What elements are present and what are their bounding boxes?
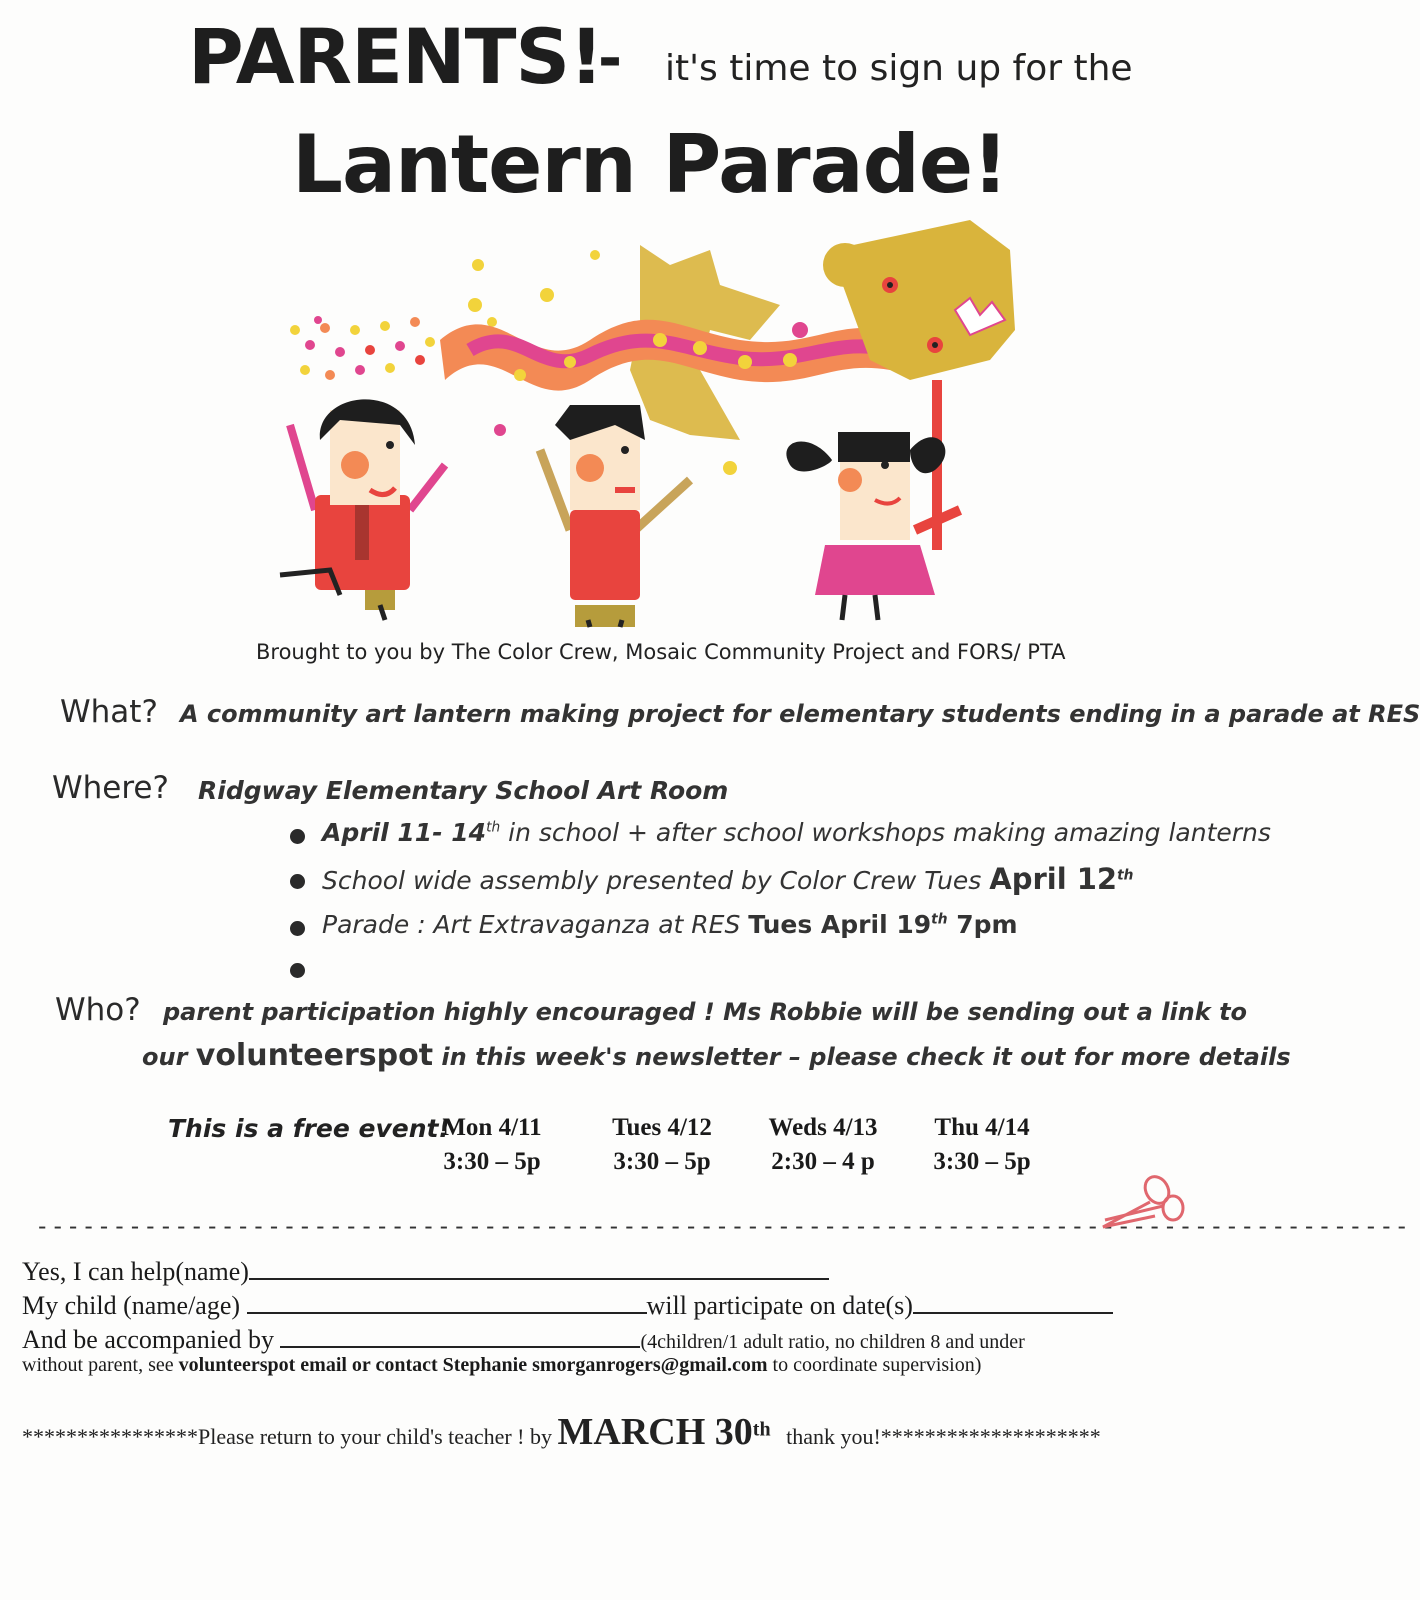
schedule-day-3-time: 2:30 – 4 p bbox=[771, 1148, 875, 1175]
participate-label: will participate on date(s) bbox=[646, 1291, 913, 1320]
title-event: Lantern Parade! bbox=[292, 118, 1008, 211]
note-post: to coordinate supervision) bbox=[767, 1354, 982, 1376]
what-text: A community art lantern making project for elementary students ending in a parade at RES bbox=[180, 700, 1420, 728]
where-label: Where? bbox=[52, 770, 169, 806]
where-text: Ridgway Elementary School Art Room bbox=[198, 776, 729, 805]
participate-dates-field[interactable] bbox=[913, 1288, 1113, 1314]
child-label: My child (name/age) bbox=[22, 1291, 241, 1320]
where-bullet-3 bbox=[322, 910, 1018, 939]
title-tagline: it's time to sign up for the bbox=[665, 48, 1133, 89]
lantern-parade-illustration bbox=[270, 210, 1030, 630]
volunteerspot-word: volunteerspot bbox=[195, 1038, 434, 1073]
deadline-date: MARCH 30 bbox=[557, 1411, 753, 1453]
help-name-field[interactable] bbox=[249, 1254, 829, 1280]
ratio-note: (4children/1 adult ratio, no children 8 and under bbox=[640, 1331, 1025, 1353]
who-line-1: parent participation highly encouraged ! Ms Robbie will be sending out a link to bbox=[163, 998, 1248, 1026]
supervision-note bbox=[22, 1354, 981, 1377]
stars-right: ******************** bbox=[880, 1424, 1101, 1449]
schedule-day-3 bbox=[758, 1114, 888, 1176]
child-line bbox=[22, 1288, 1113, 1321]
return-line bbox=[22, 1410, 1101, 1454]
schedule-day-4-date: Thu 4/14 bbox=[934, 1114, 1030, 1141]
title-dash: - bbox=[598, 24, 623, 92]
what-label: What? bbox=[60, 694, 158, 730]
bullet-2-date: April 12 bbox=[989, 862, 1118, 896]
accompanied-label: And be accompanied by bbox=[22, 1325, 274, 1354]
stars-left: **************** bbox=[22, 1424, 198, 1449]
bullet-dot-empty bbox=[290, 963, 305, 978]
who-label: Who? bbox=[55, 992, 141, 1028]
where-bullet-2 bbox=[322, 862, 1133, 896]
help-line bbox=[22, 1254, 829, 1287]
bullet-1-dates: April 11- 14 bbox=[322, 818, 487, 847]
child-icon bbox=[786, 432, 960, 620]
bullet-1-text: in school + after school workshops making amazing lanterns bbox=[500, 818, 1271, 847]
who-line-2-post: in this week's newsletter – please check it out for more details bbox=[433, 1043, 1291, 1071]
bullet-3-sup: th bbox=[931, 911, 948, 928]
child-icon bbox=[540, 405, 690, 627]
help-label: Yes, I can help(name) bbox=[22, 1257, 249, 1286]
bullet-2-text: School wide assembly presented by Color Crew Tues bbox=[322, 866, 990, 895]
cut-line: ----------------------------------------------------------------------------------------- bbox=[35, 1212, 1410, 1240]
scissors-icon bbox=[1095, 1172, 1190, 1242]
bullet-3-time: 7pm bbox=[947, 910, 1018, 939]
schedule-day-3-date: Weds 4/13 bbox=[768, 1114, 878, 1141]
bullet-dot bbox=[290, 921, 305, 936]
credit-line: Brought to you by The Color Crew, Mosaic Community Project and FORS/ PTA bbox=[256, 640, 1066, 664]
bullet-dot bbox=[290, 829, 305, 844]
schedule-day-2-time: 3:30 – 5p bbox=[613, 1148, 711, 1175]
contact-info: volunteerspot email or contact Stephanie smorganrogers@gmail.com bbox=[178, 1354, 768, 1376]
where-bullet-1 bbox=[322, 818, 1271, 847]
schedule-day-1-date: Mon 4/11 bbox=[442, 1114, 542, 1141]
bullet-3-date: Tues April 19 bbox=[748, 910, 932, 939]
who-line-2-pre: our bbox=[142, 1043, 196, 1071]
schedule-day-1-time: 3:30 – 5p bbox=[443, 1148, 541, 1175]
schedule-day-2 bbox=[597, 1114, 727, 1176]
title-parents: PARENTS! bbox=[188, 12, 603, 101]
child-icon bbox=[280, 399, 445, 620]
child-name-field[interactable] bbox=[247, 1288, 647, 1314]
bullet-1-sup: th bbox=[486, 819, 501, 836]
who-line-2 bbox=[142, 1038, 1291, 1073]
bullet-3-text: Parade : Art Extravaganza at RES bbox=[322, 910, 749, 939]
accompanied-line bbox=[22, 1322, 1025, 1355]
return-text: Please return to your child's teacher ! by bbox=[198, 1424, 558, 1449]
bullet-2-sup: th bbox=[1117, 867, 1134, 884]
accompanied-field[interactable] bbox=[280, 1322, 640, 1348]
thanks-text: thank you! bbox=[786, 1424, 881, 1449]
note-pre: without parent, see bbox=[22, 1354, 179, 1376]
bullet-dot bbox=[290, 874, 305, 889]
schedule-day-1 bbox=[432, 1114, 552, 1176]
deadline-sup: th bbox=[752, 1418, 771, 1441]
dragon-icon bbox=[440, 220, 1015, 550]
schedule-day-4-time: 3:30 – 5p bbox=[933, 1148, 1031, 1175]
schedule-day-4 bbox=[922, 1114, 1042, 1176]
free-event-label: This is a free event! bbox=[168, 1114, 450, 1143]
schedule-day-2-date: Tues 4/12 bbox=[612, 1114, 712, 1141]
